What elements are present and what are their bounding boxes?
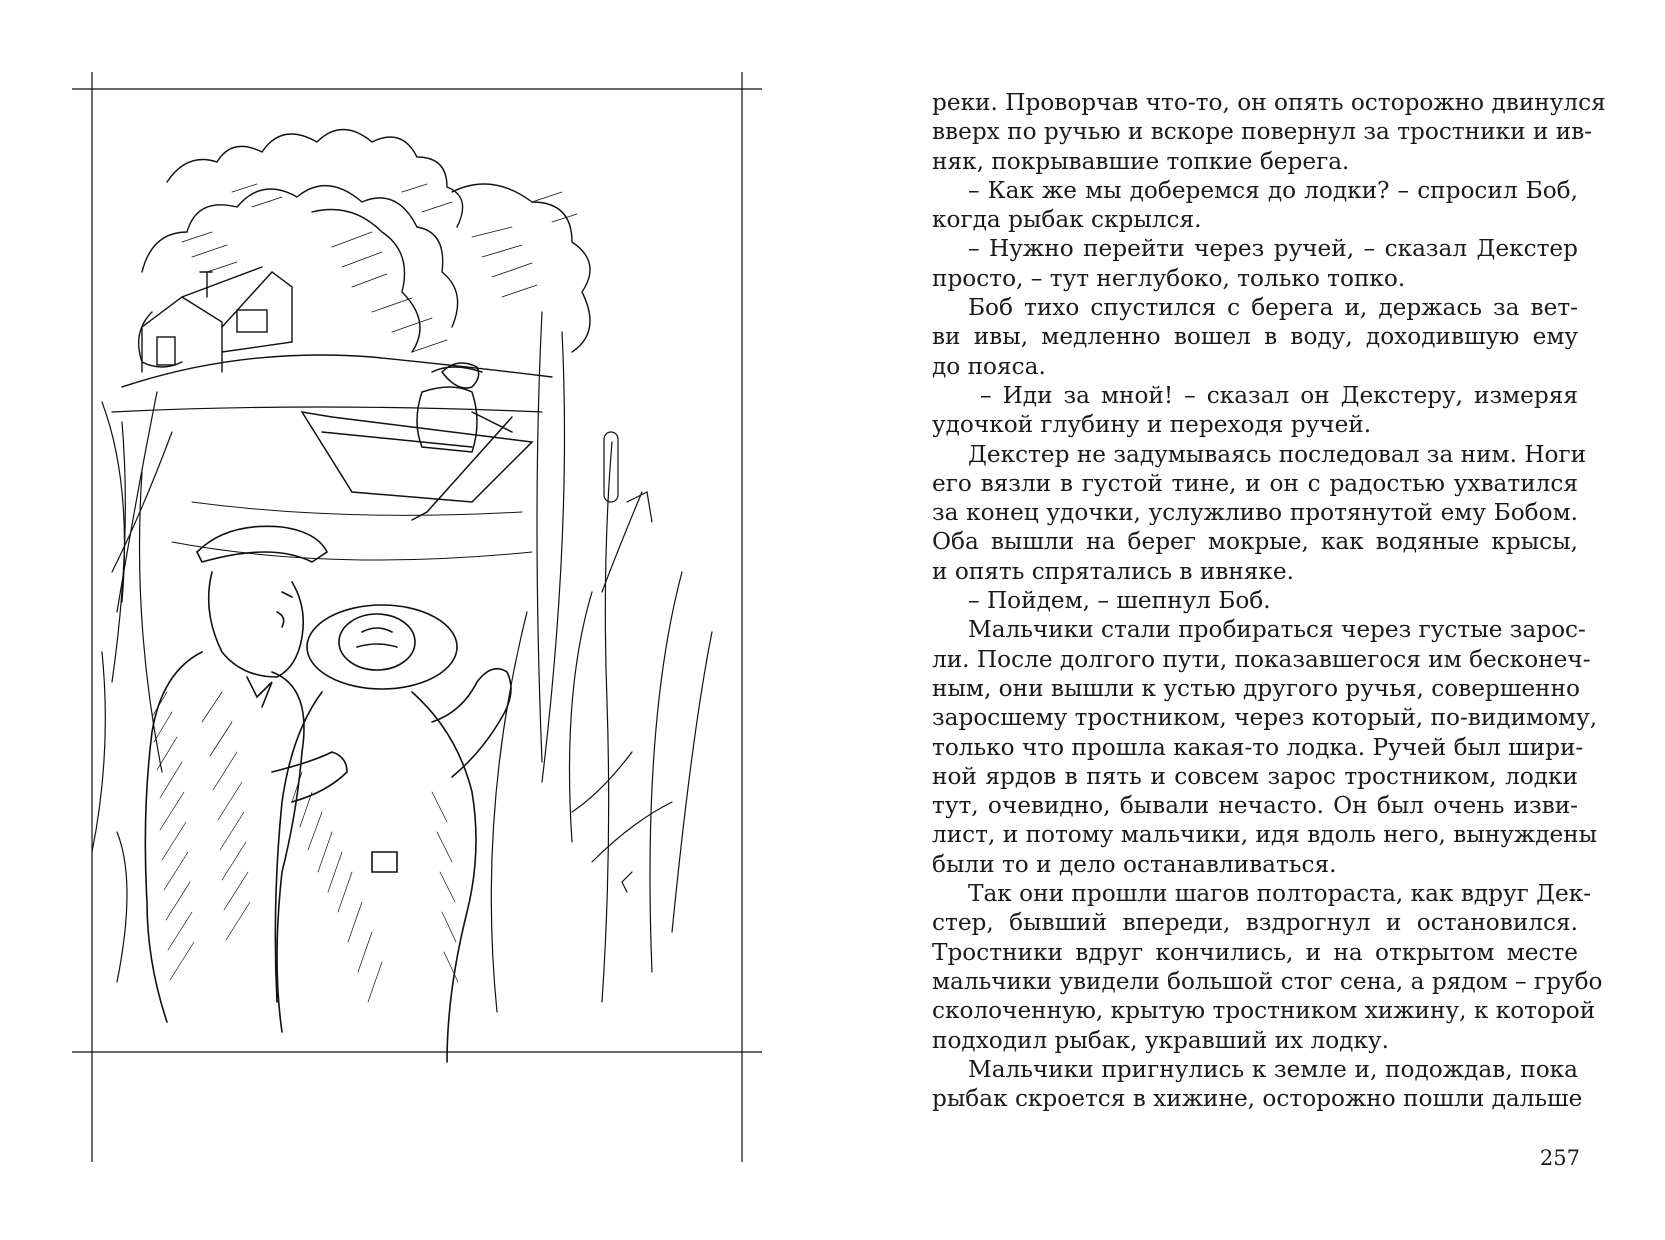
text-line: – Пойдем, – шепнул Боб. bbox=[968, 587, 1271, 615]
text-line: удочкой глубину и переходя ручей. bbox=[932, 411, 1372, 439]
boy-hatching bbox=[152, 692, 250, 980]
paragraph bbox=[932, 440, 1587, 586]
text-line: мальчики увидели большой стог сена, а рядом – грубо bbox=[932, 967, 1603, 995]
paragraph bbox=[932, 293, 1578, 381]
child-with-straw-hat bbox=[275, 605, 511, 1062]
canopy-hatching bbox=[182, 184, 577, 352]
illustration bbox=[72, 72, 762, 1162]
text-line: были то и дело останавливаться. bbox=[932, 850, 1337, 878]
text-line: и опять спрятались в ивняке. bbox=[932, 557, 1295, 585]
text-line: вверх по ручью и вскоре повернул за тростники и ив- bbox=[932, 118, 1593, 146]
text-line: ви ивы, медленно вошел в воду, доходившую ему bbox=[932, 323, 1578, 351]
text-line: стер, бывший впереди, вздрогнул и остановился. bbox=[932, 909, 1578, 937]
boy-with-cap bbox=[145, 526, 347, 1032]
reeds-right bbox=[491, 312, 712, 1012]
pen-drawing bbox=[72, 72, 762, 1162]
text-line: ной ярдов в пять и совсем зарос тростником, лодки bbox=[932, 762, 1578, 790]
text-line: – Как же мы доберемся до лодки? – спросил Боб, bbox=[968, 176, 1578, 204]
text-line: – Нужно перейти через ручей, – сказал Декстер bbox=[968, 235, 1578, 263]
river-ripple bbox=[192, 502, 522, 515]
paragraph bbox=[932, 88, 1606, 176]
house bbox=[142, 267, 292, 372]
paragraph bbox=[932, 176, 1578, 235]
child-hatching bbox=[292, 772, 458, 1002]
text-line: ли. После долгого пути, показавшегося им бесконеч- bbox=[932, 645, 1591, 673]
paragraph bbox=[932, 234, 1578, 293]
text-line: няк, покрывавшие топкие берега. bbox=[932, 147, 1350, 175]
text-line: Тростники вдруг кончились, и на открытом месте bbox=[932, 938, 1578, 966]
text-line: за конец удочки, услужливо протянутой ему Бобом. bbox=[932, 499, 1578, 527]
hill bbox=[122, 355, 552, 387]
paragraph bbox=[932, 879, 1603, 1055]
fisherman-in-boat bbox=[302, 363, 532, 520]
text-line: когда рыбак скрылся. bbox=[932, 206, 1202, 234]
text-line: Боб тихо спустился с берега и, держась за вет- bbox=[968, 294, 1578, 322]
tree-canopy bbox=[139, 130, 590, 368]
text-line: Так они прошли шагов полтораста, как вдруг Дек- bbox=[968, 880, 1592, 908]
paragraph bbox=[932, 1055, 1583, 1114]
text-line: Мальчики стали пробираться через густые зарос- bbox=[968, 616, 1586, 644]
text-line: его вязли в густой тине, и он с радостью ухватился bbox=[932, 469, 1578, 497]
paragraph bbox=[932, 586, 1578, 615]
text-line: ным, они вышли к устью другого ручья, совершенно bbox=[932, 674, 1580, 702]
text-line: только что прошла какая-то лодка. Ручей был шири- bbox=[932, 733, 1584, 761]
page-number: 257 bbox=[1539, 1146, 1580, 1170]
text-column bbox=[932, 88, 1606, 1113]
text-line: заросшему тростником, через который, по-видимому, bbox=[932, 704, 1598, 732]
paragraph bbox=[932, 381, 1578, 440]
text-line: сколоченную, крытую тростником хижину, к которой bbox=[932, 997, 1596, 1025]
text-line: до пояса. bbox=[932, 352, 1046, 380]
text-line: лист, и потому мальчики, идя вдоль него, вынуждены bbox=[932, 821, 1598, 849]
text-line: Декстер не задумываясь последовал за ним. Ноги bbox=[968, 440, 1587, 468]
reeds-left bbox=[92, 392, 172, 982]
river-far-bank bbox=[112, 407, 542, 412]
paragraph bbox=[932, 615, 1598, 879]
text-line: тут, очевидно, бывали нечасто. Он был очень изви- bbox=[932, 792, 1578, 820]
text-line: Мальчики пригнулись к земле и, подождав, пока bbox=[968, 1055, 1578, 1083]
river-ripple-2 bbox=[172, 542, 532, 560]
text-line: Оба вышли на берег мокрые, как водяные крысы, bbox=[932, 528, 1578, 556]
text-line: просто, – тут неглубоко, только топко. bbox=[932, 264, 1406, 292]
text-line: – Иди за мной! – сказал он Декстеру, измеряя bbox=[980, 381, 1578, 409]
text-line: подходил рыбак, укравший их лодку. bbox=[932, 1026, 1389, 1054]
text-line: реки. Проворчав что-то, он опять осторожно двинулся bbox=[932, 89, 1606, 116]
text-line: рыбак скроется в хижине, осторожно пошли дальше bbox=[932, 1085, 1583, 1113]
